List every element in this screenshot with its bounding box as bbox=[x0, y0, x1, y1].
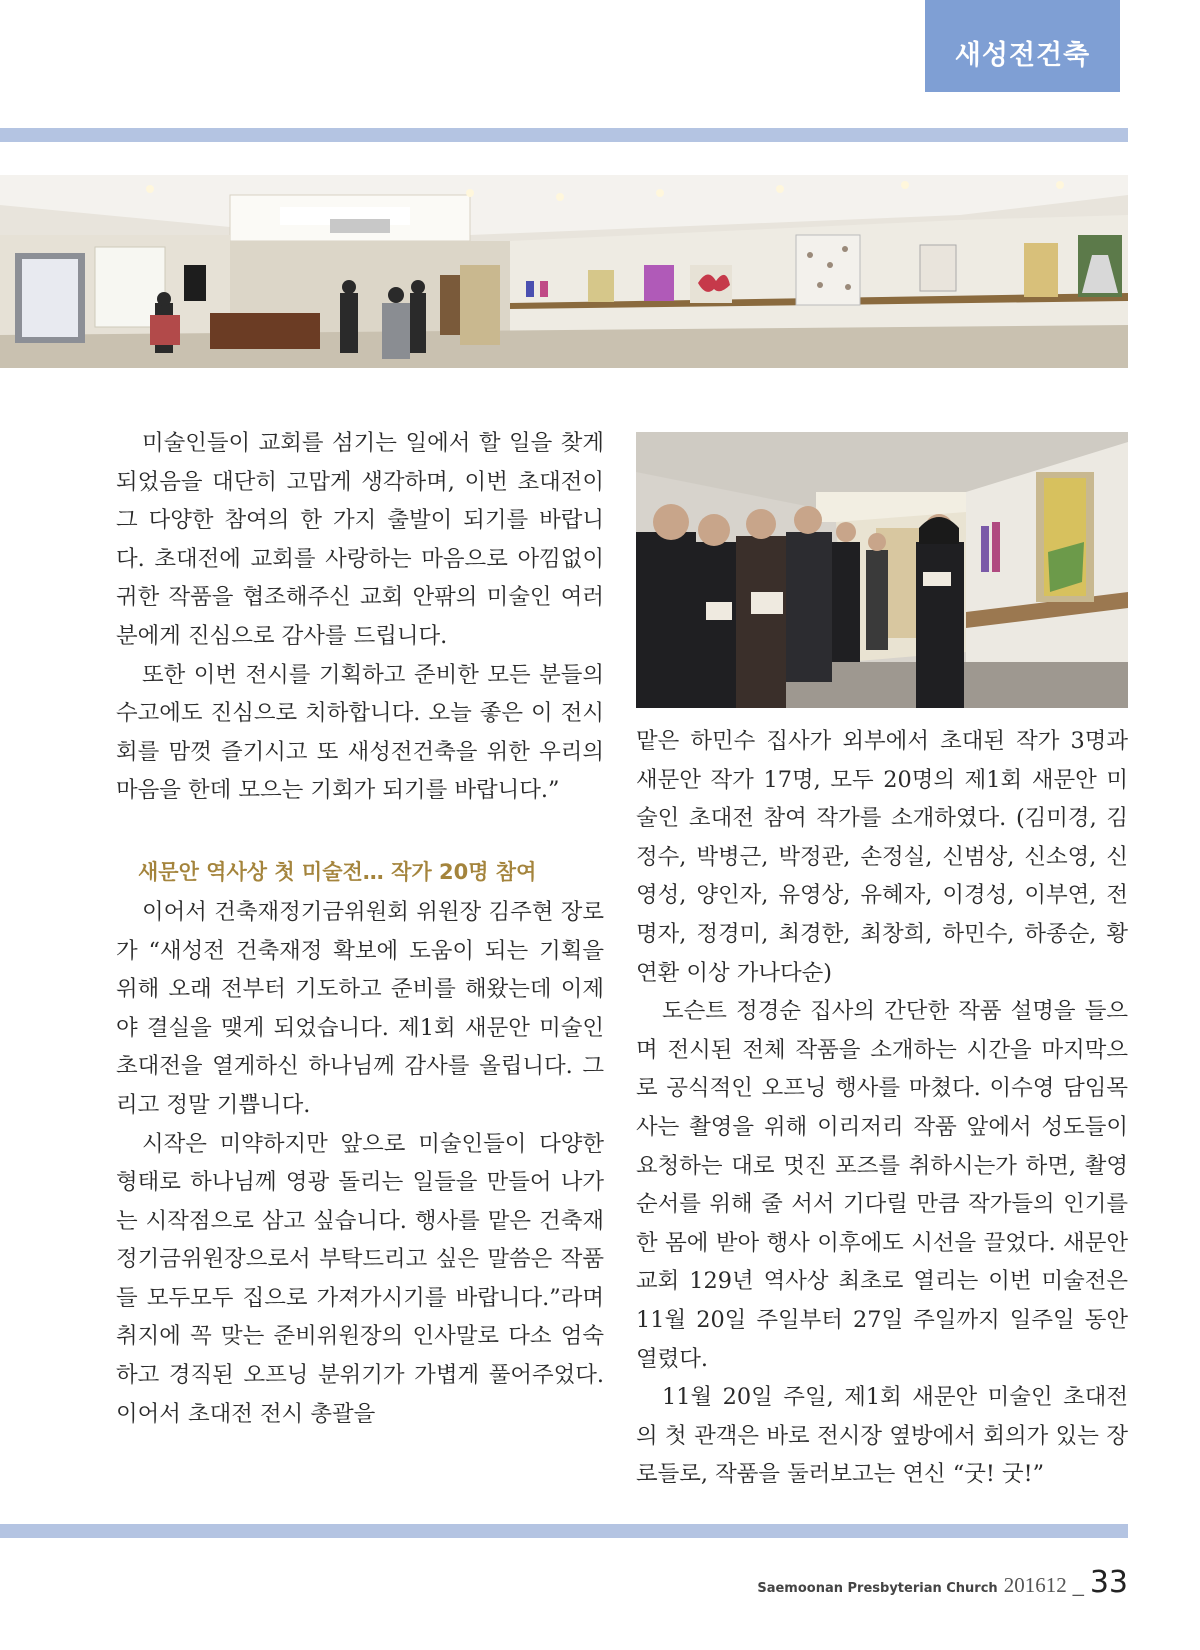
body-paragraph: 미술인들이 교회를 섬기는 일에서 할 일을 찾게 되었음을 대단히 고맙게 생각하며, 이번 초대전이 그 다양한 참여의 한 가지 출발이 되기를 바랍니다. 초대전에 교회를 사랑하는 마음으로 아낌없이 귀한 작품을 협조해주신 교회 안팎의 미술인 여러분에게 진심으로 감사를 드립니다. bbox=[116, 430, 604, 649]
page-number: 33 bbox=[1089, 1565, 1128, 1600]
right-column bbox=[636, 722, 1128, 1494]
section-tab: 새성전건축 bbox=[925, 0, 1120, 92]
exhibition-tour-photo bbox=[636, 432, 1128, 708]
bottom-divider bbox=[0, 1524, 1128, 1538]
issue-number: 201612 bbox=[1003, 1573, 1067, 1597]
body-paragraph: 또한 이번 전시를 기획하고 준비한 모든 분들의 수고에도 진심으로 치하합니다. 오늘 좋은 이 전시회를 맘껏 즐기시고 또 새성전건축을 위한 우리의 마음을 한데 모으는 기회가 되기를 바랍니다.” bbox=[116, 661, 604, 804]
body-paragraph: 11월 20일 주일, 제1회 새문안 미술인 초대전의 첫 관객은 바로 전시장 옆방에서 회의가 있는 장로들로, 작품을 둘러보고는 연신 “굿! 굿!” bbox=[636, 1384, 1128, 1488]
page-footer bbox=[757, 1565, 1128, 1600]
left-column bbox=[116, 424, 604, 1433]
body-paragraph: 이어서 건축재정기금위원회 위원장 김주현 장로가 “새성전 건축재정 확보에 도움이 되는 기획을 위해 오래 전부터 기도하고 준비를 해왔는데 이제야 결실을 맺게 되었습니다. 제1회 새문안 미술인 초대전을 열게하신 하나님께 감사를 올립니다. 그리고 정말 기쁩니다. bbox=[116, 898, 604, 1118]
magazine-name: Saemoonan Presbyterian Church bbox=[757, 1581, 998, 1596]
body-paragraph: 시작은 미약하지만 앞으로 미술인들이 다양한 형태로 하나님께 영광 돌리는 일들을 만들어 나가는 시작점으로 삼고 싶습니다. 행사를 맡은 건축재정기금위원장으로서 부탁드리고 싶은 말씀은 작품들 모두모두 집으로 가져가시기를 바랍니다.”라며 취지에 꼭 맞는 준비위원장의 인사말로 다소 엄숙하고 경직된 오프닝 분위기가 가볍게 풀어주었다. 이어서 초대전 전시 총괄을 bbox=[116, 1130, 604, 1427]
footer-separator: _ bbox=[1072, 1575, 1084, 1597]
top-divider bbox=[0, 128, 1128, 142]
body-paragraph: 도슨트 정경순 집사의 간단한 작품 설명을 들으며 전시된 전체 작품을 소개하는 시간을 마지막으로 공식적인 오프닝 행사를 마쳤다. 이수영 담임목사는 촬영을 위해 이리저리 작품 앞에서 성도들이 요청하는 대로 멋진 포즈를 취하시는가 하면, 촬영 순서를 위해 줄 서서 기다릴 만큼 작가들의 인기를 한 몸에 받아 행사 이후에도 시선을 끌었다. 새문안교회 129년 역사상 최초로 열리는 이번 미술전은 11월 20일 주일부터 27일 주일까지 일주일 동안 열렸다. bbox=[636, 998, 1128, 1372]
gallery-panorama-photo bbox=[0, 175, 1128, 368]
section-subheading: 새문안 역사상 첫 미술전… 작가 20명 참여 bbox=[138, 859, 537, 884]
body-paragraph: 맡은 하민수 집사가 외부에서 초대된 작가 3명과 새문안 작가 17명, 모두 20명의 제1회 새문안 미술인 초대전 참여 작가를 소개하였다. (김미경, 김정수, 박병근, 박정관, 손정실, 신범상, 신소영, 신영성, 양인자, 유영상, 유혜자, 이경성, 이부연, 전명자, 정경미, 최경한, 최창희, 하민수, 하종순, 황연환 이상 가나다순) bbox=[636, 728, 1128, 986]
